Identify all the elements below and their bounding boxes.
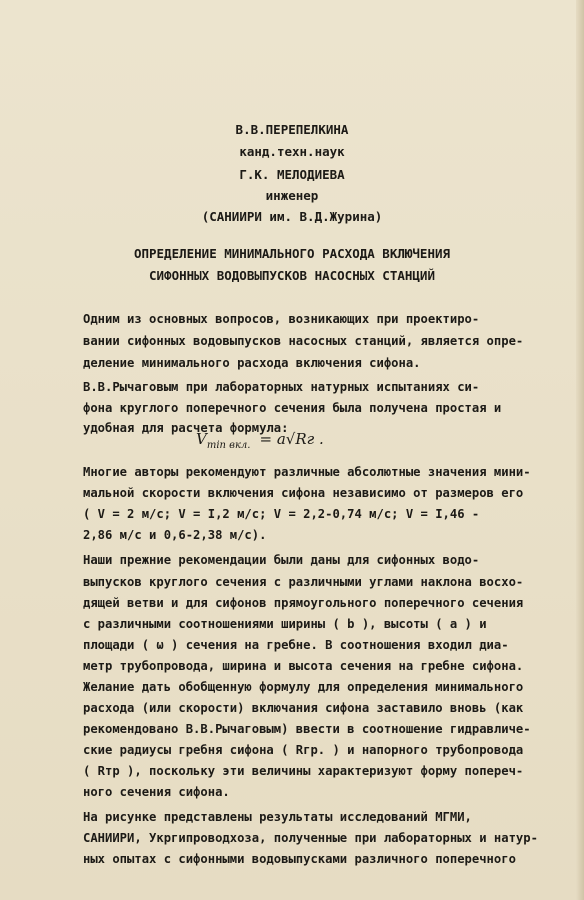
author2-position: инженер [265,188,319,203]
author1-degree: канд.техн.наук [239,144,345,159]
body-line: Многие авторы рекомендуют различные абсолютные значения мини- [83,465,531,479]
body-line: вании сифонных водовыпусков насосных станций, является опре- [83,334,524,348]
body-line: мальной скорости включения сифона независимо от размеров его [83,486,524,500]
title-line-2: СИФОННЫХ ВОДОВЫПУСКОВ НАСОСНЫХ СТАНЦИЙ [149,268,435,283]
body-line: удобная для расчета формула: [83,421,289,435]
body-line: Наши прежние рекомендации были даны для сифонных водо- [83,553,480,567]
formula-lhs-subscript: min вкл. [206,440,251,451]
body-line: ( Rтр ), поскольку эти величины характеризуют форму попереч- [83,764,524,778]
body-line: ных опытах с сифонными водовыпусками различного поперечного [83,852,516,866]
body-line: 2,86 м/с и 0,6-2,38 м/с). [83,528,267,542]
author1-name: В.В.ПЕРЕПЕЛКИНА [235,122,349,137]
title-line-1: ОПРЕДЕЛЕНИЕ МИНИМАЛЬНОГО РАСХОДА ВКЛЮЧЕНИЯ [133,246,451,261]
body-line: выпусков круглого сечения с различными углами наклона восхо- [83,575,524,589]
formula-rhs: = a√Rг . [259,430,324,448]
body-line: площади ( ω ) сечения на гребне. В соотношения входил диа- [83,638,509,652]
body-line: расхода (или скорости) включания сифона заставило вновь (как [83,701,524,715]
body-line: метр трубопровода, ширина и высота сечения на гребне сифона. [83,659,524,673]
formula-lhs: V [196,430,207,448]
body-line: с различными соотношениями ширины ( b ), высоты ( a ) и [83,617,487,631]
body-line: ( V = 2 м/с; V = I,2 м/с; V = 2,2-0,74 м/с; V = I,46 - [83,507,480,521]
body-line: САНИИРИ, Укргипроводхоза, полученные при лабораторных и натур- [83,831,538,845]
body-line: В.В.Рычаговым при лабораторных натурных испытаниях си- [83,380,480,394]
body-line: Одним из основных вопросов, возникающих при проектиро- [83,312,480,326]
body-line: ские радиусы гребня сифона ( Rгр. ) и напорного трубопровода [83,743,524,757]
body-line: дящей ветви и для сифонов прямоугольного поперечного сечения [83,596,524,610]
body-line: рекомендовано В.В.Рычаговым) ввести в соотношение гидравличе- [83,722,531,736]
body-line: Желание дать обобщенную формулу для определения минимального [83,680,524,694]
affiliation: (САНИИРИ им. В.Д.Журина) [201,209,383,224]
body-line: деление минимального расхода включения сифона. [83,356,421,370]
author2-name: Г.К. МЕЛОДИЕВА [239,167,345,182]
body-line: фона круглого поперечного сечения была получена простая и [83,401,502,415]
body-line: На рисунке представлены результаты исследований МГМИ, [83,810,472,824]
body-line: ного сечения сифона. [83,785,230,799]
